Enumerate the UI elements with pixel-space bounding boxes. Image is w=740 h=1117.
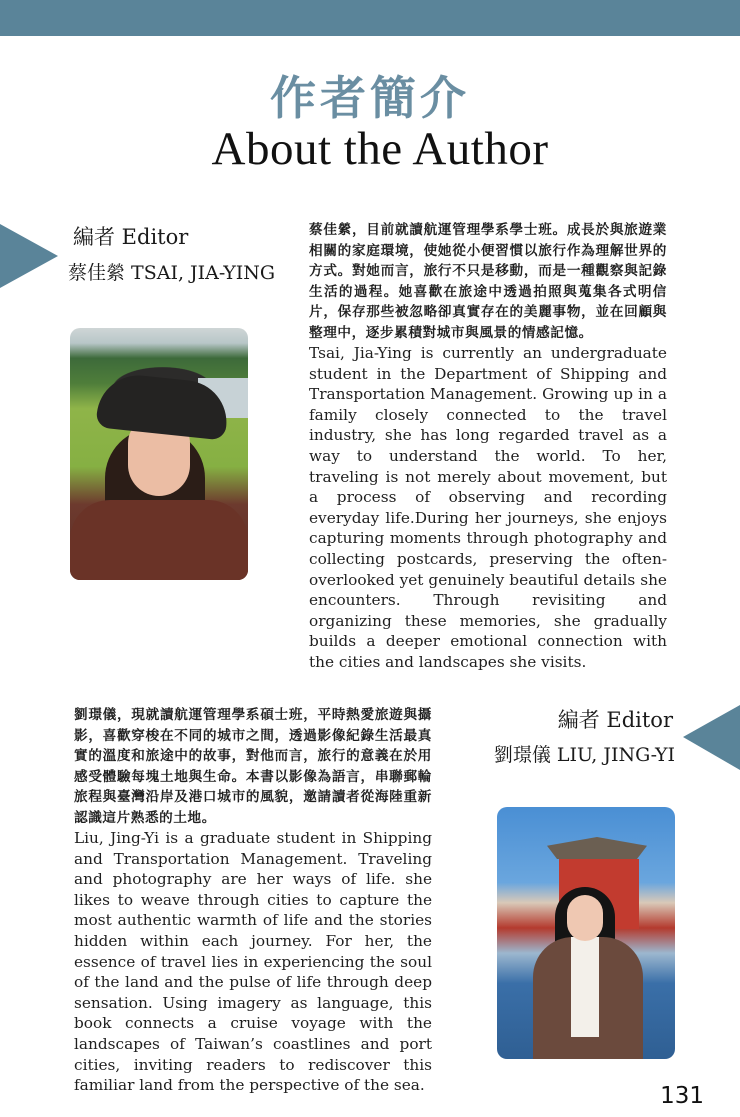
arrow-left-icon bbox=[683, 705, 740, 770]
author-1-bio-chinese: 蔡佳縈，目前就讀航運管理學系學士班。成長於與旅遊業相關的家庭環境，使她從小便習慣以旅行作為理解世界的方式。對她而言，旅行不只是移動，而是一種觀察與記錄生活的過程。她喜歡在旅途中透過拍照與蒐集各式明信片，保存那些被忽略卻真實存在的美麗事物，並在回顧與整理中，逐步累積對城市與風景的情感記憶。 bbox=[309, 222, 667, 341]
author-2-bio-chinese: 劉璟儀，現就讀航運管理學系碩士班，平時熱愛旅遊與攝影，喜歡穿梭在不同的城市之間，透過影像紀錄生活最真實的溫度和旅途中的故事，對他而言，旅行的意義在於用感受體驗每塊土地與生命。本書以影像為語言，串聯郵輪旅程與臺灣沿岸及港口城市的風貌，邀請讀者從海陸重新認識這片熟悉的土地。 bbox=[74, 707, 432, 826]
photo-background-pavilion-roof bbox=[547, 837, 647, 859]
arrow-right-icon bbox=[0, 224, 58, 288]
author-1-photo bbox=[70, 328, 248, 580]
author-2-name: 劉璟儀 LIU, JING-YI bbox=[493, 744, 675, 766]
top-color-band bbox=[0, 0, 740, 36]
author-1-role: 編者 Editor bbox=[73, 225, 189, 249]
author-2-bio-english: Liu, Jing-Yi is a graduate student in Shipping and Transportation Management. Traveling and photography are her ways of life. she likes to weave through cities to capture the most authentic warmth of life and the stories hidden within each journey. For her, the essence of travel lies in experiencing the soul of the land and the pulse of life through deep sensation. Using imagery as language, this book connects a cruise voyage with the landscapes of Taiwan’s coastlines and port cities, inviting readers to rediscover this familiar land from the perspective of the sea. bbox=[74, 829, 432, 1095]
photo-subject-face bbox=[567, 895, 603, 941]
author-2-photo bbox=[497, 807, 675, 1059]
author-1-name: 蔡佳縈 TSAI, JIA-YING bbox=[68, 262, 276, 284]
photo-subject-shirt bbox=[571, 937, 599, 1037]
page-number: 131 bbox=[660, 1083, 704, 1109]
page-title-english: About the Author bbox=[211, 123, 549, 175]
author-2-role: 編者 Editor bbox=[557, 708, 673, 732]
page-title-chinese: 作者簡介 bbox=[270, 71, 470, 125]
photo-subject-body bbox=[70, 500, 248, 580]
author-1-bio-english: Tsai, Jia-Ying is currently an undergraduate student in the Department of Shipping and Transportation Management. Growing up in a family closely connected to the travel industry, she has long regarded travel as a way to understand the world. To her, traveling is not merely about movement, but a process of observing and recording everyday life.During her journeys, she enjoys capturing moments through photography and collecting postcards, preserving the often-overlooked yet genuinely beautiful details she encounters. Through revisiting and organizing these memories, she gradually builds a deeper emotional connection with the cities and landscapes she visits. bbox=[309, 344, 667, 671]
